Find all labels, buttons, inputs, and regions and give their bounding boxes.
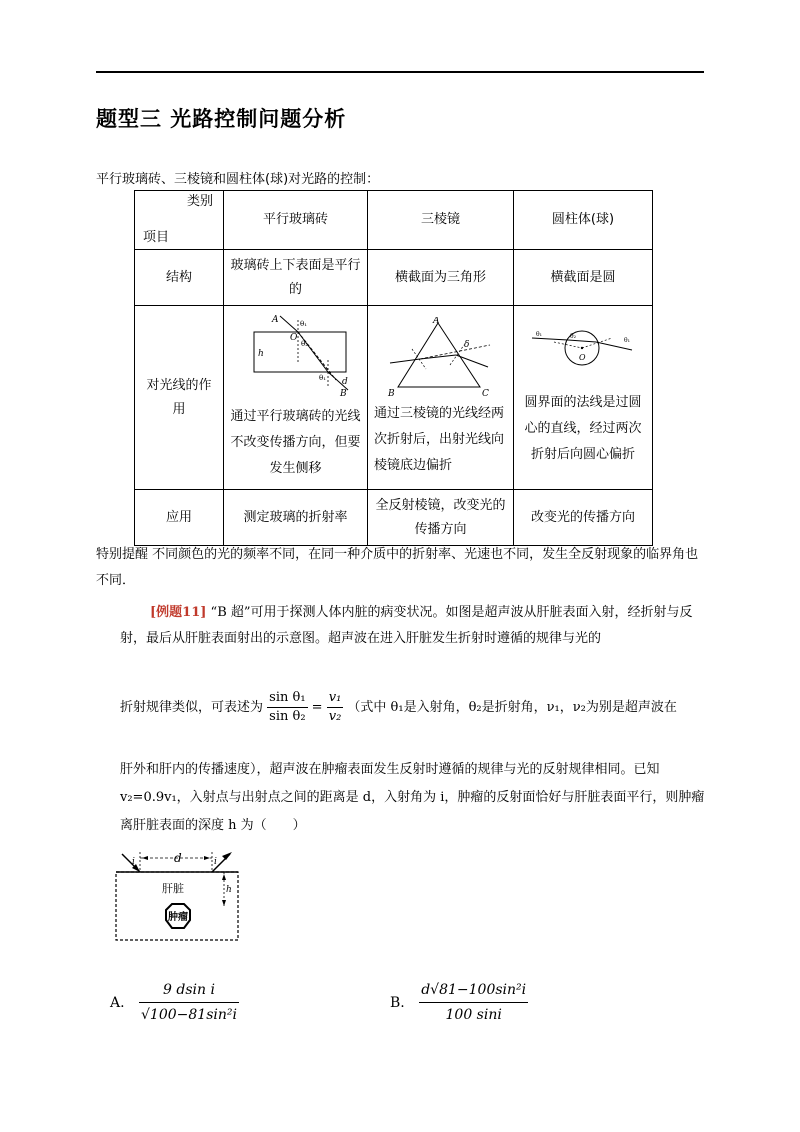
sphere-label-theta2: θ₂ (570, 332, 577, 340)
option-A-fraction (139, 978, 239, 1027)
sphere-label-theta1-out: θ₁ (624, 336, 631, 344)
top-rule (96, 71, 704, 73)
example-label: [例题11] (150, 605, 207, 620)
special-note: 特别提醒 不同颜色的光的频率不同，在同一种介质中的折射率、光速也不同，发生全反射现象的临界角也不同． (96, 547, 699, 588)
row-label-structure: 结构 (135, 250, 224, 306)
option-B-numerator: d√81−100sin²i (419, 978, 528, 1003)
fig-label-i-left: i (132, 857, 135, 867)
formula-num-right: v₁ (327, 689, 344, 708)
example-text-1: “B 超”可用于探测人体内脏的病变状况。如图是超声波从肝脏表面入射，经折射与反射，最后从肝脏表面射出的示意图。超声波在进入肝脏发生折射时遵循的规律与光的 (120, 605, 693, 646)
option-B-label: B. (390, 994, 405, 1011)
effect-prism: 通过三棱镜的光线经两次折射后，出射光线向棱镜底边偏折 (374, 405, 505, 473)
slab-label-d: d (341, 376, 348, 387)
formula-num-left: sin θ₁ (267, 689, 307, 708)
example-paragraph-3: 肝外和肝内的传播速度），超声波在肿瘤表面发生反射时遵循的规律与光的反射规律相同。已知 v₂=0.9v₁，入射点与出射点之间的距离是 d，入射角为 i，肿瘤的反射面恰好与肝脏表面平行，则肿瘤离肝脏表面的深度 h 为（ ） (120, 762, 705, 833)
slab-label-A: A (271, 314, 278, 325)
option-A[interactable] (110, 978, 239, 1027)
formula-right (327, 689, 344, 726)
prism-label-delta: δ (463, 339, 469, 350)
prism-diagram (386, 317, 496, 397)
option-A-denominator: √100−81sin²i (141, 1007, 237, 1023)
row-label-effect: 对光线的作用 (135, 306, 224, 490)
example-paragraph-1 (120, 600, 708, 652)
slab-label-B: B (339, 388, 347, 399)
page-title: 题型三 光路控制问题分析 (96, 107, 347, 131)
formula-den-right: v₂ (328, 709, 342, 724)
application-sphere: 改变光的传播方向 (514, 490, 653, 546)
slab-label-O: O (289, 332, 297, 343)
fig-label-d: d (174, 851, 182, 865)
col-header-slab: 平行玻璃砖 (224, 191, 368, 250)
col-header-prism: 三棱镜 (368, 191, 514, 250)
slab-label-theta1-out: θ₁ (318, 373, 326, 382)
sphere-label-theta1: θ₁ (536, 330, 543, 338)
sphere-label-O: O (579, 352, 586, 362)
formula-left (267, 689, 307, 726)
slab-label-theta1: θ₁ (299, 319, 307, 328)
row-label-application: 应用 (135, 490, 224, 546)
corner-cell (135, 191, 224, 250)
fig-label-h: h (226, 885, 232, 895)
option-B-denominator: 100 sini (445, 1007, 502, 1023)
effect-sphere-cell (514, 306, 653, 490)
formula-den-left: sin θ₂ (269, 709, 306, 724)
prism-label-B: B (387, 388, 395, 397)
example-text-2b: （式中 θ₁是入射角，θ₂是折射角，ν₁，ν₂为别是超声波在 (347, 700, 677, 715)
fig-label-liver: 肝脏 (162, 882, 184, 895)
structure-slab: 玻璃砖上下表面是平行的 (224, 250, 368, 306)
col-header-sphere: 圆柱体(球) (514, 191, 653, 250)
slab-label-h: h (257, 348, 264, 359)
option-A-label: A. (110, 994, 125, 1011)
option-A-numerator: 9 dsin i (139, 978, 239, 1003)
fig-label-i-right: i (214, 857, 217, 867)
example-text-2a: 折射规律类似，可表述为 (120, 700, 264, 715)
application-prism: 全反射棱镜，改变光的传播方向 (368, 490, 514, 546)
prism-label-C: C (481, 388, 489, 397)
effect-prism-cell (368, 306, 514, 490)
prism-label-A: A (432, 316, 439, 326)
slab-label-theta2: θ₂ (300, 339, 308, 348)
effect-slab: 通过平行玻璃砖的光线不改变传播方向，但要发生侧移 (230, 408, 361, 476)
effect-slab-cell (224, 306, 368, 490)
comparison-table (134, 190, 653, 546)
ultrasound-figure (112, 846, 244, 944)
application-slab: 测定玻璃的折射率 (224, 490, 368, 546)
structure-sphere: 横截面是圆 (514, 250, 653, 306)
intro-text: 平行玻璃砖、三棱镜和圆柱体(球)对光路的控制： (96, 172, 380, 187)
sphere-diagram (528, 328, 638, 376)
slab-diagram (236, 314, 356, 400)
formula-equals: = (311, 700, 323, 715)
option-B[interactable] (390, 978, 528, 1027)
corner-top: 类别 (186, 194, 213, 209)
corner-bottom: 项目 (143, 230, 170, 245)
example-paragraph-2 (120, 688, 708, 728)
effect-sphere: 圆界面的法线是过圆心的直线，经过两次折射后向圆心偏折 (524, 394, 642, 462)
fig-label-tumor: 肿瘤 (168, 912, 188, 923)
option-B-fraction (419, 978, 528, 1027)
structure-prism: 横截面为三角形 (368, 250, 514, 306)
